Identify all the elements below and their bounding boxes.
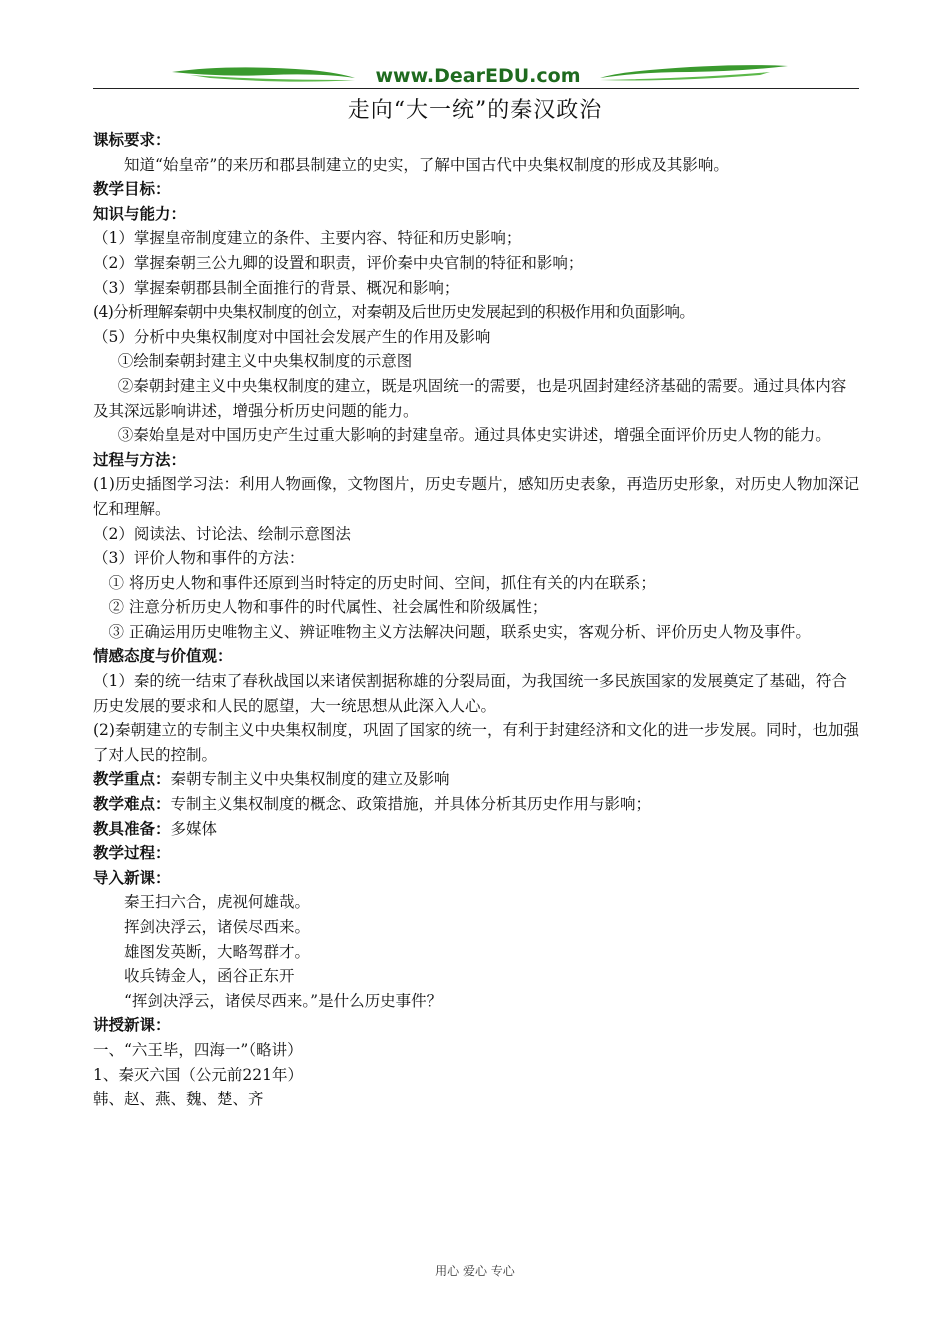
process-subitem: ① 将历史人物和事件还原到当时特定的历史时间、空间，抓住有关的内在联系； [108, 573, 656, 592]
knowledge-subitem: ①绘制秦朝封建主义中央集权制度的示意图 [117, 352, 413, 371]
poem-line: 秦王扫六合，虎视何雄哉。 [124, 893, 311, 912]
logo-text: www.DearEDU.com [375, 65, 581, 87]
logo-swoosh-right [600, 65, 788, 78]
process-heading: 过程与方法： [93, 450, 187, 469]
key-point-text: 秦朝专制主义中央集权制度的建立及影响 [170, 770, 450, 789]
tools-text: 多媒体 [170, 819, 218, 838]
difficult-point-text: 专制主义集权制度的概念、政策措施，并具体分析其历史作用与影响； [170, 795, 652, 814]
deaedu-logo [170, 60, 790, 90]
key-point-line [93, 767, 861, 792]
knowledge-item: （1）掌握皇帝制度建立的条件、主要内容、特征和历史影响； [93, 229, 522, 248]
poem-line: 收兵铸金人，函谷正东开 [124, 967, 295, 986]
tools-label: 教具准备： [93, 819, 171, 838]
page-title: 走向“大一统”的秦汉政治 [347, 98, 603, 123]
difficult-point-line [93, 792, 861, 817]
logo-swoosh-left-lower [190, 75, 355, 82]
process-subitem: ② 注意分析历史人物和事件的时代属性、社会属性和阶级属性； [108, 598, 548, 617]
poem-line: 雄图发英断，大略驾群才。 [124, 942, 311, 961]
kebiao-text: 知道“始皇帝”的来历和郡县制建立的史实，了解中国古代中央集权制度的形成及其影响。 [124, 155, 729, 174]
process-item: （2）阅读法、讨论法、绘制示意图法 [93, 524, 351, 543]
process-subitem: ③ 正确运用历史唯物主义、辨证唯物主义方法解决问题，联系史实，客观分析、评价历史人物及事件。 [108, 622, 811, 641]
knowledge-item: (4)分析理解秦朝中央集权制度的创立，对秦朝及后世历史发展起到的积极作用和负面影响。 [93, 303, 695, 322]
document-body [93, 128, 861, 1112]
tools-line [93, 817, 861, 842]
knowledge-heading: 知识与能力： [93, 204, 187, 223]
process-item: (1)历史插图学习法：利用人物画像，文物图片，历史专题片，感知历史表象，再造历史形象，对历史人物加深记忆和理解。 [93, 475, 859, 518]
process-item: （3）评价人物和事件的方法： [93, 549, 305, 568]
difficult-point-label: 教学难点： [93, 795, 171, 814]
goal-heading: 教学目标： [93, 180, 171, 199]
knowledge-subitem: ②秦朝封建主义中央集权制度的建立，既是巩固统一的需要，也是巩固封建经济基础的需要。通过具体内容及其深远影响讲述，增强分析历史问题的能力。 [93, 376, 847, 420]
kebiao-heading: 课标要求： [93, 131, 171, 149]
teach-item: 韩、赵、燕、魏、楚、齐 [93, 1090, 264, 1109]
teaching-process-heading: 教学过程： [93, 844, 171, 863]
intro-heading: 导入新课： [93, 868, 171, 887]
emotion-heading: 情感态度与价值观： [93, 647, 233, 666]
teach-item: 1、秦灭六国（公元前221年） [93, 1065, 303, 1084]
teach-heading: 讲授新课： [93, 1016, 171, 1035]
key-point-label: 教学重点： [93, 770, 171, 789]
intro-question: “挥剑决浮云，诸侯尽西来。”是什么历史事件？ [124, 991, 443, 1010]
knowledge-item: （2）掌握秦朝三公九卿的设置和职责，评价秦中央官制的特征和影响； [93, 253, 584, 272]
emotion-item: (2)秦朝建立的专制主义中央集权制度，巩固了国家的统一，有利于封建经济和文化的进一步发展。同时，也加强了对人民的控制。 [93, 721, 859, 764]
teach-item: 一、“六王毕，四海一”（略讲） [93, 1040, 303, 1059]
knowledge-subitem: ③秦始皇是对中国历史产生过重大影响的封建皇帝。通过具体史实讲述，增强全面评价历史人物的能力。 [117, 426, 831, 445]
knowledge-item: （5）分析中央集权制度对中国社会发展产生的作用及影响 [93, 327, 491, 346]
poem-line: 挥剑决浮云，诸侯尽西来。 [124, 918, 311, 936]
knowledge-item: （3）掌握秦朝郡县制全面推行的背景、概况和影响； [93, 278, 460, 297]
emotion-item: （1）秦的统一结束了春秋战国以来诸侯割据称雄的分裂局面，为我国统一多民族国家的发展奠定了基础，符合历史发展的要求和人民的愿望，大一统思想从此深入人心。 [93, 672, 847, 715]
header-rule [93, 88, 859, 89]
page-footer: 用心 爱心 专心 [435, 1264, 515, 1278]
